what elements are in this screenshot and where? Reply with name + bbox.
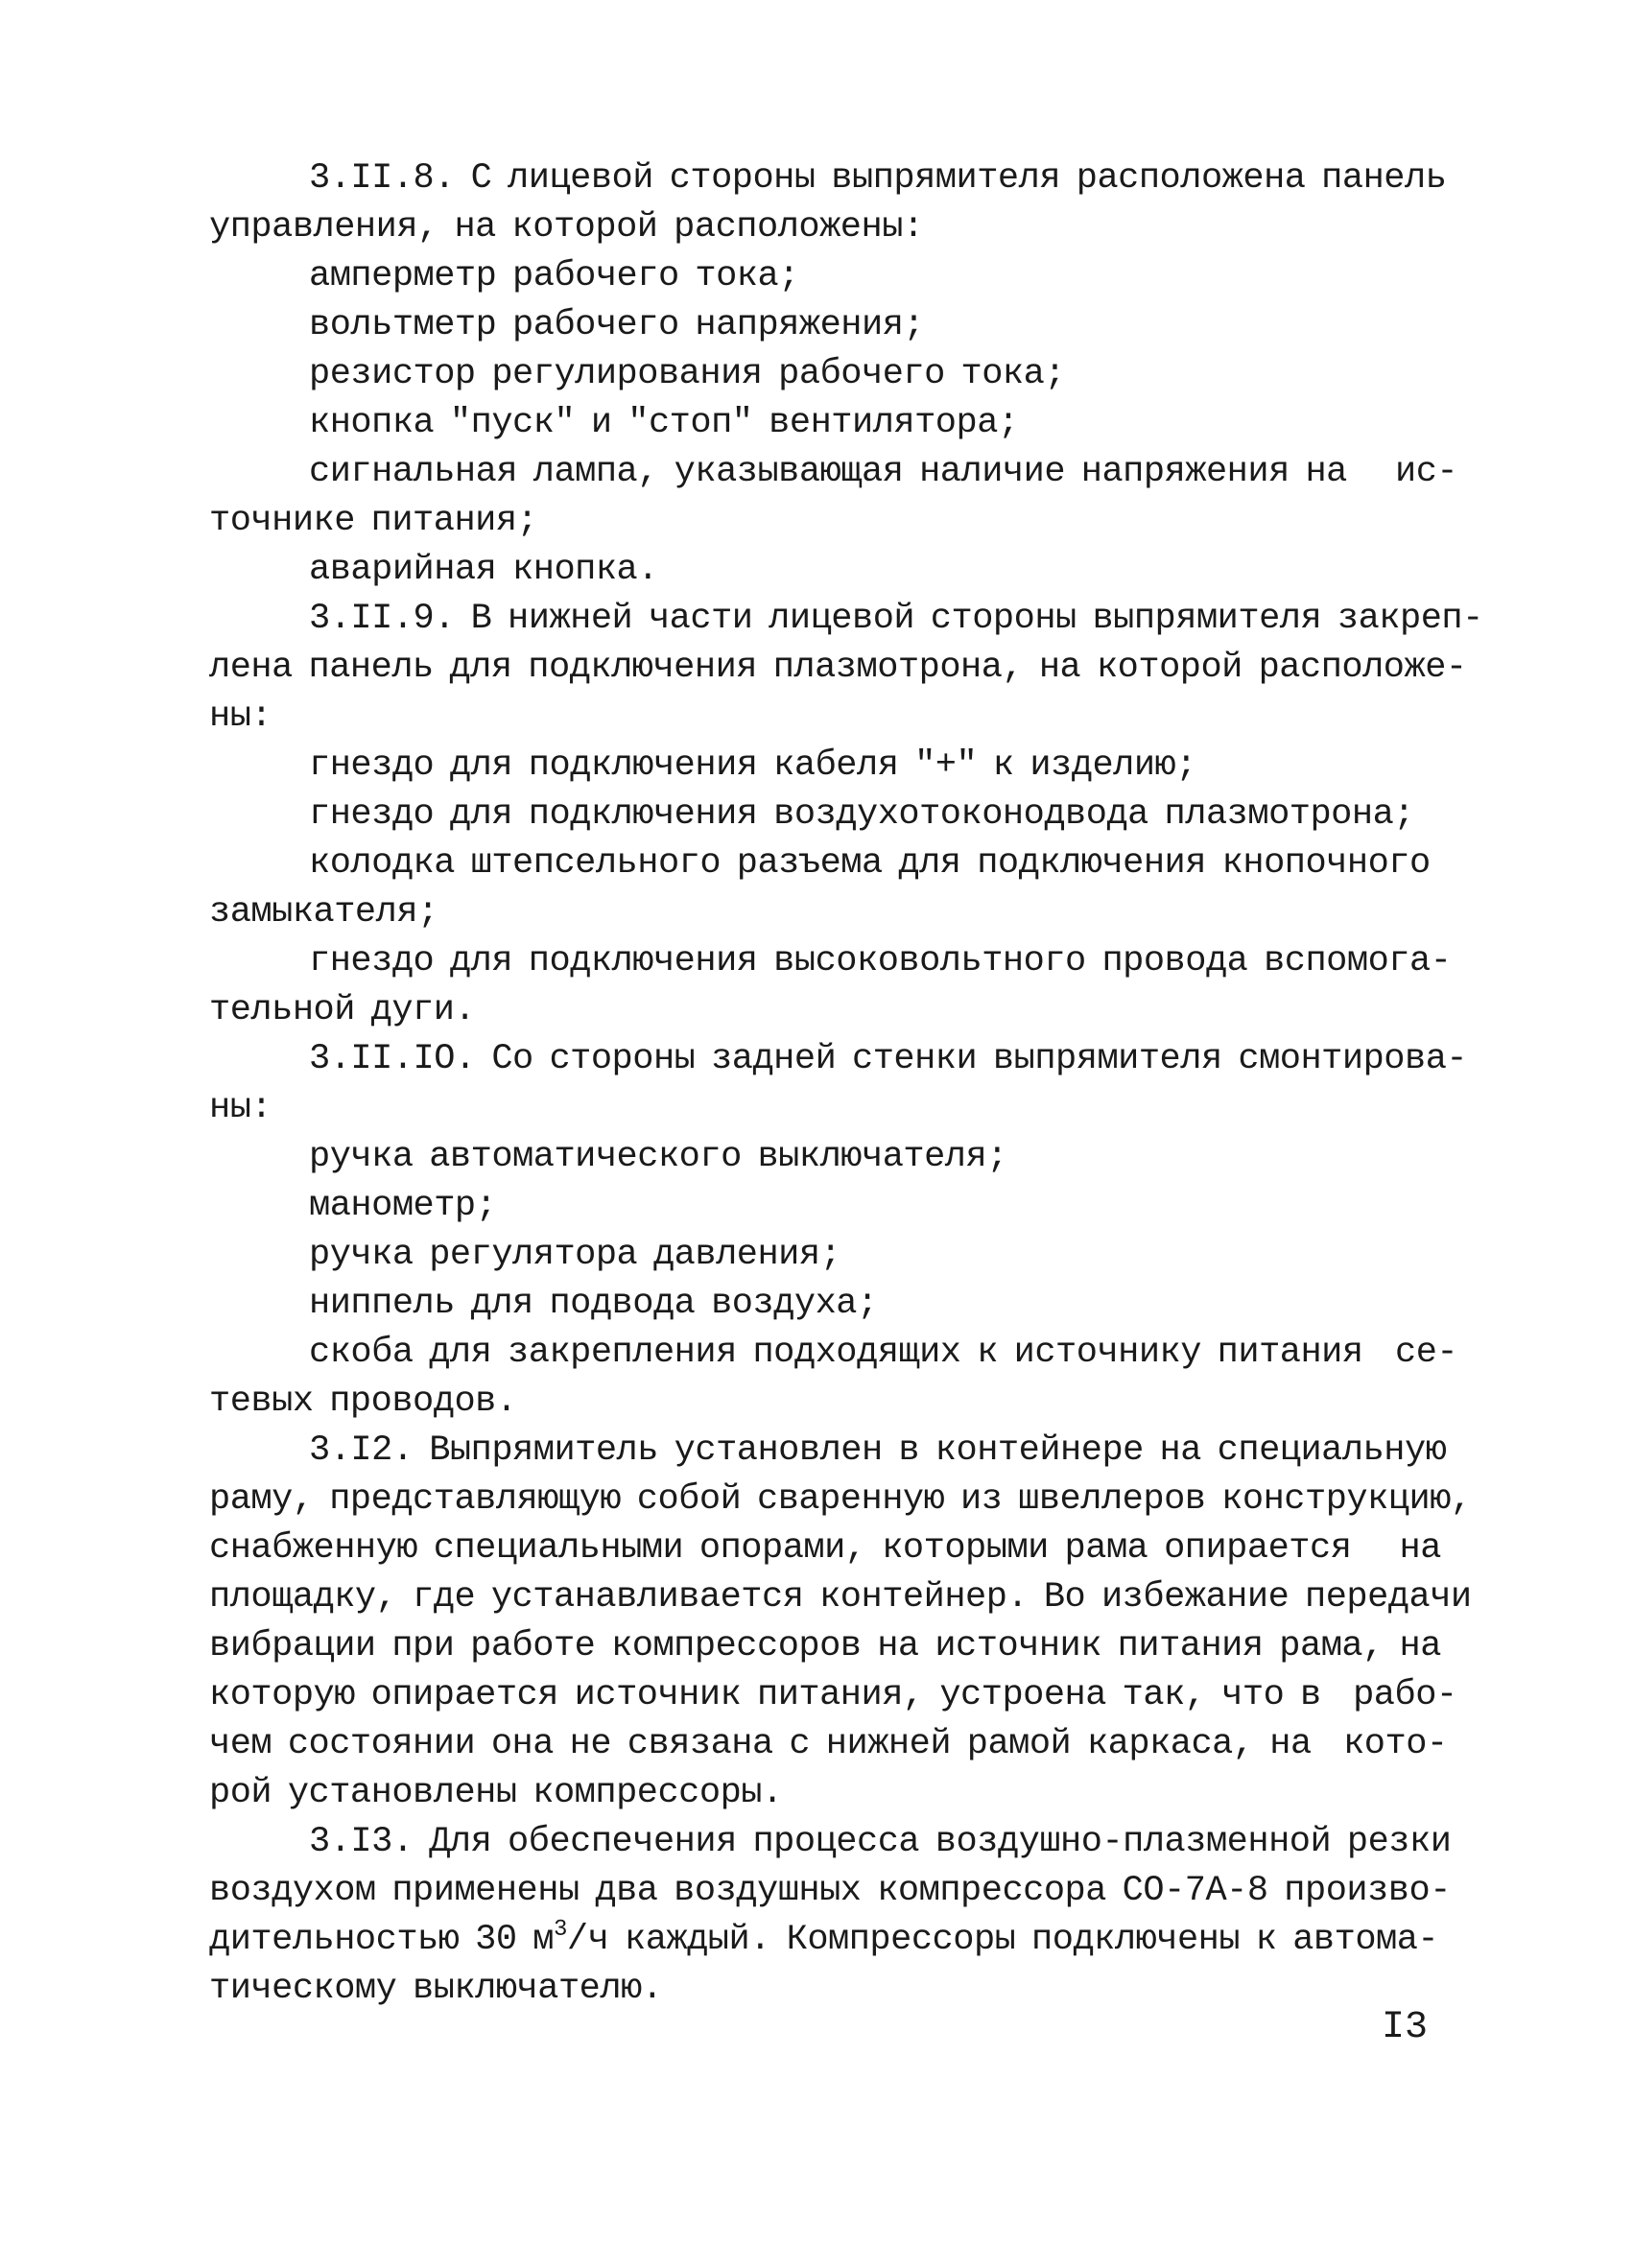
paragraph-3-11-8-line-1: 3.II.8. С лицевой стороны выпрямителя расположена панель bbox=[309, 158, 1447, 199]
list-item-voltmeter: вольтметр рабочего напряжения; bbox=[309, 305, 925, 345]
list-item-bracket-cont: тевых проводов. bbox=[209, 1382, 517, 1422]
paragraph-3-12-line-8: рой установлены компрессоры. bbox=[209, 1773, 783, 1813]
list-item-hv-socket: гнездо для подключения высоковольтного провода вспомога- bbox=[309, 941, 1452, 981]
page-number: I3 bbox=[1382, 2006, 1429, 2049]
paragraph-3-12-line-6: которую опирается источник питания, устроена так, что в рабо- bbox=[209, 1675, 1457, 1715]
list-item-bracket: скоба для закрепления подходящих к источнику питания се- bbox=[309, 1333, 1458, 1373]
paragraph-3-12-line-3: снабженную специальными опорами, которыми рама опирается на bbox=[209, 1528, 1441, 1569]
paragraph-3-11-10-line-1: 3.II.IO. Со стороны задней стенки выпрямителя смонтирова- bbox=[309, 1039, 1468, 1079]
paragraph-3-11-8-line-2: управления, на которой расположены: bbox=[209, 207, 924, 248]
paragraph-3-11-9-line-1: 3.II.9. В нижней части лицевой стороны выпрямителя закреп- bbox=[309, 599, 1483, 639]
line-text-start: дительностью 30 м bbox=[209, 1920, 554, 1960]
list-item-signal-lamp-cont: точнике питания; bbox=[209, 501, 538, 541]
paragraph-3-13-line-1: 3.I3. Для обеспечения процесса воздушно-плазменной резки bbox=[309, 1822, 1452, 1862]
list-item-manometer: манометр; bbox=[309, 1186, 497, 1226]
list-item-regulator-handle: ручка регулятора давления; bbox=[309, 1235, 841, 1275]
paragraph-3-12-line-5: вибрации при работе компрессоров на источник питания рама, на bbox=[209, 1626, 1441, 1666]
paragraph-3-12-line-2: раму, представляющую собой сваренную из швеллеров конструкцию, bbox=[209, 1479, 1472, 1520]
paragraph-3-13-line-2: воздухом применены два воздушных компрессора СО-7А-8 произво- bbox=[209, 1871, 1451, 1911]
list-item-air-socket: гнездо для подключения воздухотоконодвода плазмотрона; bbox=[309, 794, 1414, 835]
paragraph-3-11-10-line-2: ны: bbox=[209, 1088, 272, 1128]
paragraph-3-12-line-7: чем состоянии она не связана с нижней рамой каркаса, на кото- bbox=[209, 1724, 1448, 1764]
list-item-resistor: резистор регулирования рабочего тока; bbox=[309, 354, 1066, 394]
paragraph-3-13-line-3 bbox=[209, 1917, 1439, 1960]
list-item-cable-socket: гнездо для подключения кабеля "+" к изделию; bbox=[309, 745, 1196, 786]
list-item-breaker-handle: ручка автоматического выключателя; bbox=[309, 1137, 1007, 1177]
list-item-nipple: ниппель для подвода воздуха; bbox=[309, 1284, 878, 1324]
list-item-emergency-button: аварийная кнопка. bbox=[309, 550, 658, 590]
paragraph-3-13-line-4: тическому выключателю. bbox=[209, 1969, 663, 2009]
list-item-plug-block-cont: замыкателя; bbox=[209, 892, 438, 933]
superscript-exponent: 3 bbox=[553, 1917, 567, 1943]
paragraph-3-11-9-line-2: лена панель для подключения плазмотрона, на которой расположе- bbox=[209, 648, 1467, 688]
list-item-ammeter: амперметр рабочего тока; bbox=[309, 256, 799, 296]
list-item-hv-socket-cont: тельной дуги. bbox=[209, 990, 476, 1030]
paragraph-3-12-line-4: площадку, где устанавливается контейнер. Во избежание передачи bbox=[209, 1577, 1472, 1618]
line-text-end: /ч каждый. Компрессоры подключены к автома- bbox=[566, 1920, 1439, 1960]
paragraph-3-12-line-1: 3.I2. Выпрямитель установлен в контейнере на специальную bbox=[309, 1430, 1447, 1471]
list-item-plug-block: колодка штепсельного разъема для подключения кнопочного bbox=[309, 843, 1431, 884]
list-item-signal-lamp: сигнальная лампа, указывающая наличие напряжения на ис- bbox=[309, 452, 1458, 492]
paragraph-3-11-9-line-3: ны: bbox=[209, 697, 272, 737]
list-item-fan-button: кнопка "пуск" и "стоп" вентилятора; bbox=[309, 403, 1019, 443]
